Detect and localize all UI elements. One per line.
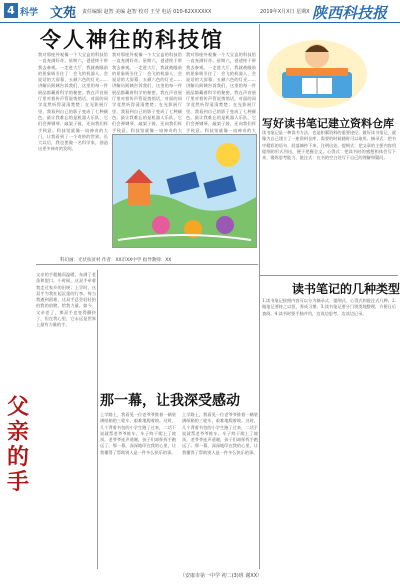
article2-body: 读书笔记是一种读书方法，也是积累资料的重要途径。做好读书笔记，就像为自己建立了一座资料仓库，需要的时候随时可以取用。摘录式：把书中精彩的语句、段落摘抄下来，注明出处。提纲式：把文章的主要内容用提纲的形式列出，便于把握全文。心得式：把读书时的感想和体会写下来，锻炼思考能力。批注式：在书的空白处写下自己的理解和疑问。 <box>262 130 397 161</box>
footer-credit: （安康市第一中学 初二(3)班 谢XX） <box>180 573 263 579</box>
article1-col3 <box>186 52 256 133</box>
drawing-illustration <box>113 135 256 247</box>
article4-body-cont: 上学路上，我看见一位老爷爷推着一辆装满纸箱的三轮车，艰难地爬着坡。这时，几个背着书包的小学生跑了过来，二话不说就帮老爷爷推车。车子终于爬上了坡顶，老爷爷连声道谢，孩子们却挥挥手跑远了。那一幕，深深地印在我的心里，让我懂得了帮助别人是一件多么快乐的事。 <box>182 412 258 455</box>
cartoon-illustration <box>262 32 372 112</box>
article1-title: 令人神往的科技馆 <box>40 28 224 52</box>
article5-vertical-title: 父亲的手 <box>6 394 29 495</box>
page-number: 4 <box>4 3 18 18</box>
divider-v2 <box>97 270 98 569</box>
divider-h1 <box>36 264 258 265</box>
childrens-drawing <box>112 134 257 248</box>
article4-col1 <box>100 412 176 567</box>
article1-col1 <box>38 52 108 252</box>
article3-body-col <box>262 298 396 568</box>
issue-date: 2019年X月X日 星期X <box>260 9 310 15</box>
article5-body: 父亲的手粗糙而温暖，布满了老茧和裂口。小时候，这双手牵着我走过家乡的田埂；上学时，这双手为我扛起沉重的行李。每当我遇到困难，这双手总会轻轻拍拍我的肩膀，给我力量。如今，父亲老了，那双手也变得颤抖了，但在我心里，它永远是世界上最有力量的手。 <box>36 272 96 328</box>
article1-body-cont: 我对那座外观像一个大宝盒的科技馆一直充满好奇。星期六，爸爸终于带我去参观。一走进大厅，我就被眼前的景象吸引住了：会飞的机器人、会说话的大屏幕、五颜六色的灯光……讲解员阿姨告诉我们，这里的每一件展品都藏着科学的秘密。我在声音展厅里对着传声管说悄悄话，对面的同学竟然听得清清楚楚；在光影展厅里，我看到自己的影子变成了七种颜色。最让我难忘的是机器人乐队，它们会弹钢琴、敲架子鼓，还向我们挥手致意。科技馆就像一扇神奇的大 <box>112 52 182 133</box>
article1-body-cont2: 我对那座外观像一个大宝盒的科技馆一直充满好奇。星期六，爸爸终于带我去参观。一走进大厅，我就被眼前的景象吸引住了：会飞的机器人、会说话的大屏幕、五颜六色的灯光……讲解员阿姨告诉我们，这里的每一件展品都藏着科学的秘密。我在声音展厅里对着传声管说悄悄话，对面的同学竟然听得清清楚楚；在光影展厅里，我看到自己的影子变成了七种颜色。最让我难忘的是机器人乐队，它们会弹钢琴、敲架子鼓，还向我们挥手致意。科技馆就像一扇神奇的大 <box>186 52 256 133</box>
article2-body-col <box>262 130 396 272</box>
article4-title: 那一幕，让我深受感动 <box>100 393 240 409</box>
article4-body: 上学路上，我看见一位老爷爷推着一辆装满纸箱的三轮车，艰难地爬着坡。这时，几个背着书包的小学生跑了过来，二话不说就帮老爷爷推车。车子终于爬上了坡顶，老爷爷连声道谢，孩子们却挥挥手跑远了。那一幕，深深地印在我的心里，让我懂得了帮助别人是一件多么快乐的事。 <box>100 412 176 455</box>
page-header <box>0 0 400 23</box>
article3-body: 1.读书笔记按照内容可以分为摘录式、提纲式、心得式和批注式几种。2.做笔记要持之以恒，养成习惯。3.读书笔记要分门别类地整理，方便日后查阅。4.读书时要手脑并用，边读边思考，边读边记录。 <box>262 298 396 316</box>
article1-body: 我对那座外观像一个大宝盒的科技馆一直充满好奇。星期六，爸爸终于带我去参观。一走进大厅，我就被眼前的景象吸引住了：会飞的机器人、会说话的大屏幕、五颜六色的灯光……讲解员阿姨告诉我们，这里的每一件展品都藏着科学的秘密。我在声音展厅里对着传声管说悄悄话，对面的同学竟然听得清清楚楚；在光影展厅里，我看到自己的影子变成了七种颜色。最让我难忘的是机器人乐队，它们会弹钢琴、敲架子鼓，还向我们挥手致意。科技馆就像一扇神奇的大门，让我看到了一个奇妙的世界。长大以后，我也要做一名科学家，创造出更多神奇的发明。 <box>38 52 108 152</box>
section-name: 科学 <box>20 8 39 18</box>
masthead: 陕西科技报 <box>312 4 388 22</box>
reading-cartoon <box>262 32 372 112</box>
divider-v1 <box>259 24 260 569</box>
article1-col2 <box>112 52 182 133</box>
divider-h2 <box>260 275 398 276</box>
article4-col2 <box>182 412 258 567</box>
article2-title: 写好读书笔记建立资料仓库 <box>262 117 394 130</box>
article3-title: 读书笔记的几种类型 <box>292 282 400 296</box>
article5-body-col <box>36 272 96 568</box>
drawing-caption: 科幻画：光伏扶贫村 作者：XX市XX中学 指导教师：XX <box>60 258 172 263</box>
editor-meta: 责任编辑 赵智 美编 赵智 校对 王莹 电话 010-62XXXXXX <box>82 9 212 15</box>
subsection-name: 文苑 <box>50 6 77 21</box>
